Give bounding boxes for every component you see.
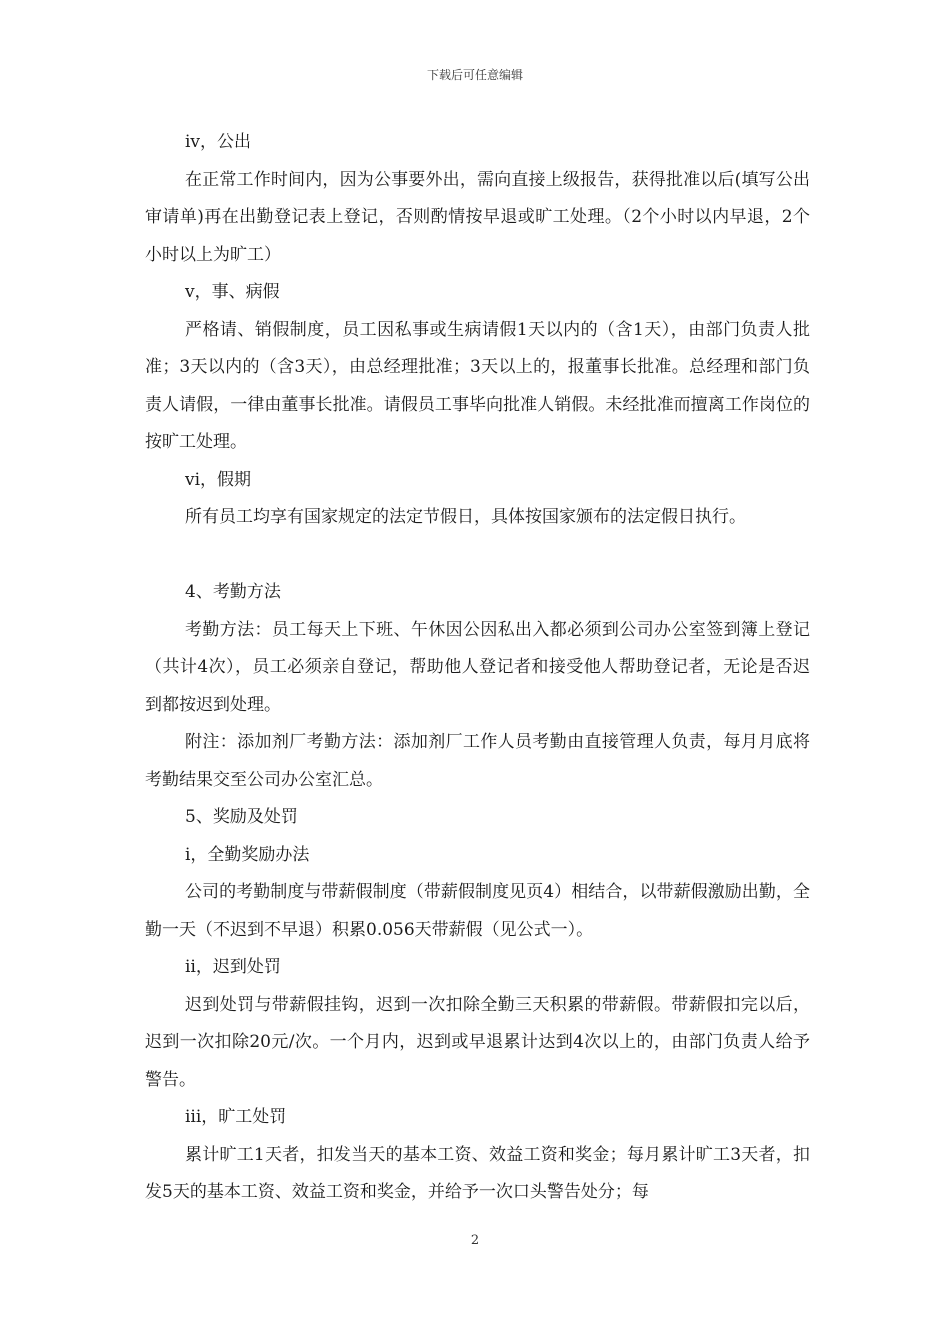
body-paragraph: 在正常工作时间内，因为公事要外出，需向直接上级报告，获得批准以后(填写公出审请单)再在出勤登记表上登记，否则酌情按早退或旷工处理。（2个小时以内早退，2个小时以上为旷工） (145, 169, 810, 265)
page-number: 2 (470, 1233, 480, 1248)
section-heading: 4、考勤方法 (185, 582, 281, 602)
body-paragraph: 累计旷工1天者，扣发当天的基本工资、效益工资和奖金；每月累计旷工3天者，扣发5天的基本工资、效益工资和奖金，并给予一次口头警告处分；每 (145, 1144, 810, 1202)
body-paragraph: 附注：添加剂厂考勤方法：添加剂厂工作人员考勤由直接管理人负责，每月月底将考勤结果交至公司办公室汇总。 (145, 732, 810, 790)
body-paragraph: 公司的考勤制度与带薪假制度（带薪假制度见页4）相结合，以带薪假激励出勤，全勤一天（不迟到不早退）积累0.056天带薪假（见公式一）。 (145, 882, 810, 940)
body-paragraph: 所有员工均享有国家规定的法定节假日，具体按国家颁布的法定假日执行。 (185, 507, 746, 527)
section-heading: ⅲ，旷工处罚 (185, 1107, 287, 1127)
section-heading: ⅰ，全勤奖励办法 (185, 844, 310, 865)
body-paragraph: 考勤方法：员工每天上下班、午休因公因私出入都必须到公司办公室签到簿上登记（共计4次），员工必须亲自登记，帮助他人登记者和接受他人帮助登记者，无论是否迟到都按迟到处理。 (145, 619, 810, 715)
section-heading: v，事、病假 (185, 282, 280, 302)
section-heading: 5、奖励及处罚 (185, 807, 298, 827)
section-heading: ⅱ，迟到处罚 (185, 957, 281, 977)
document-body (145, 124, 810, 1212)
body-paragraph: 迟到处罚与带薪假挂钩，迟到一次扣除全勤三天积累的带薪假。带薪假扣完以后，迟到一次扣除20元/次。一个月内，迟到或早退累计达到4次以上的，由部门负责人给予警告。 (145, 994, 810, 1090)
body-paragraph: 严格请、销假制度，员工因私事或生病请假1天以内的（含1天），由部门负责人批准；3天以内的（含3天），由总经理批准；3天以上的，报董事长批准。总经理和部门负责人请假，一律由董事长批准。请假员工事毕向批准人销假。未经批准而擅离工作岗位的按旷工处理。 (145, 319, 810, 452)
section-heading: iv，公出 (185, 132, 252, 152)
page-header: 下载后可任意编辑 (426, 68, 523, 82)
section-heading: vi，假期 (185, 469, 252, 490)
paragraph-spacer (145, 537, 810, 575)
